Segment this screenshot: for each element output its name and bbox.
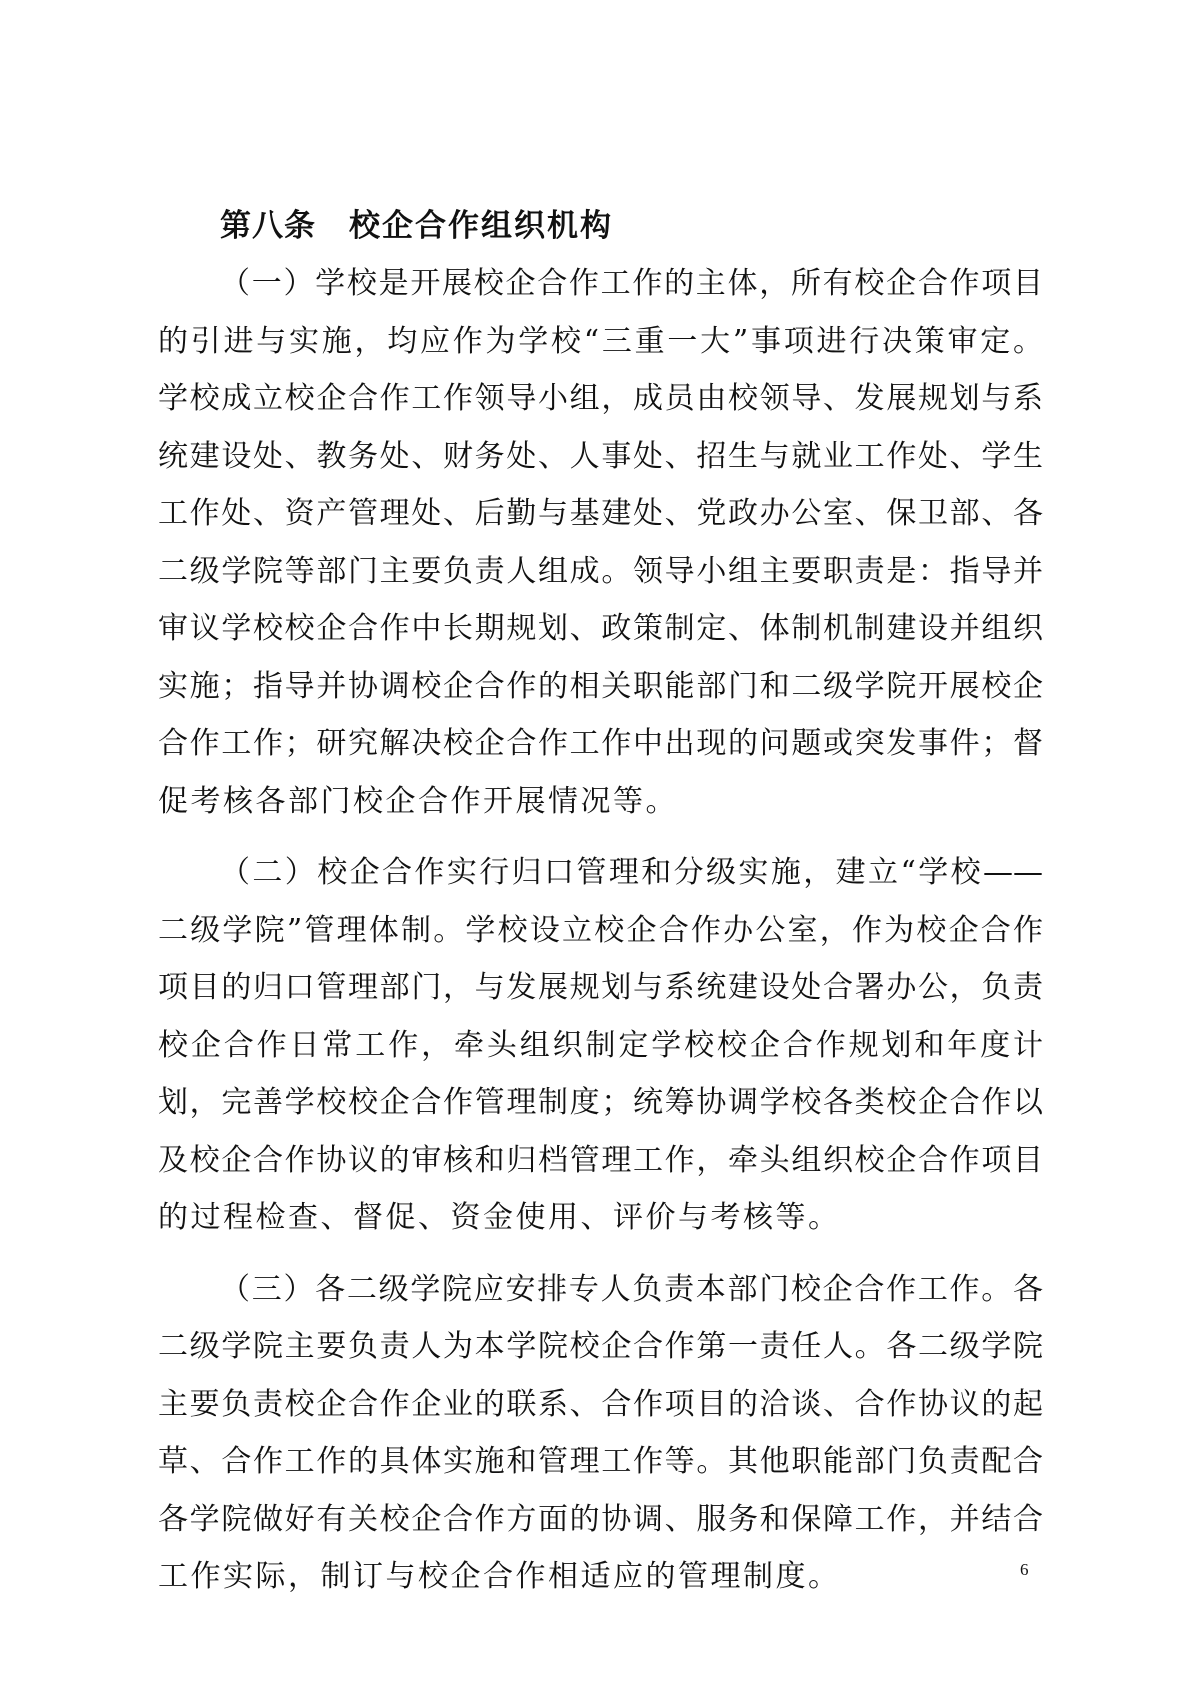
document-body [158, 198, 1043, 1620]
text-line: 二级学院主要负责人为本学院校企合作第一责任人。各二级学院 [158, 1329, 1043, 1364]
text-line: 主要负责校企合作企业的联系、合作项目的洽谈、合作协议的起 [158, 1386, 1043, 1422]
article-heading [158, 198, 1043, 255]
paragraph-list [158, 255, 1043, 1606]
text-line: （一）学校是开展校企合作工作的主体，所有校企合作项目 [220, 266, 1043, 301]
text-line: （二）校企合作实行归口管理和分级实施，建立“学校—— [220, 855, 1043, 890]
text-line: （三）各二级学院应安排专人负责本部门校企合作工作。各 [220, 1271, 1043, 1307]
paragraph [158, 1261, 1043, 1606]
page-number: 6 [1020, 1560, 1029, 1579]
text-line: 及校企合作协议的审核和归档管理工作，牵头组织校企合作项目 [158, 1142, 1043, 1178]
text-line: 项目的归口管理部门，与发展规划与系统建设处合署办公，负责 [158, 970, 1043, 1005]
paragraph [158, 844, 1043, 1247]
text-line: 统建设处、教务处、财务处、人事处、招生与就业工作处、学生 [158, 438, 1043, 474]
text-line: 工作实际，制订与校企合作相适应的管理制度。 [158, 1559, 841, 1594]
text-line: 学校成立校企合作工作领导小组，成员由校领导、发展规划与系 [158, 381, 1043, 416]
text-line: 工作处、资产管理处、后勤与基建处、党政办公室、保卫部、各 [158, 496, 1043, 531]
text-line: 二级学院等部门主要负责人组成。领导小组主要职责是：指导并 [158, 553, 1043, 589]
text-line: 二级学院”管理体制。学校设立校企合作办公室，作为校企合作 [158, 912, 1043, 948]
paragraph [158, 255, 1043, 830]
text-line: 合作工作；研究解决校企合作工作中出现的问题或突发事件；督 [158, 726, 1043, 761]
text-line: 划，完善学校校企合作管理制度；统筹协调学校各类校企合作以 [158, 1085, 1043, 1120]
text-line: 的过程检查、督促、资金使用、评价与考核等。 [158, 1200, 841, 1235]
text-line: 促考核各部门校企合作开展情况等。 [158, 783, 678, 819]
text-line: 的引进与实施，均应作为学校“三重一大”事项进行决策审定。 [158, 323, 1043, 359]
article-title: 校企合作组织机构 [349, 208, 613, 244]
article-number: 第八条 [220, 208, 316, 244]
text-line: 实施；指导并协调校企合作的相关职能部门和二级学院开展校企 [158, 668, 1043, 704]
text-line: 各学院做好有关校企合作方面的协调、服务和保障工作，并结合 [158, 1501, 1043, 1537]
text-line: 草、合作工作的具体实施和管理工作等。其他职能部门负责配合 [158, 1444, 1043, 1479]
text-line: 校企合作日常工作，牵头组织制定学校校企合作规划和年度计 [158, 1027, 1043, 1063]
text-line: 审议学校校企合作中长期规划、政策制定、体制机制建设并组织 [158, 611, 1043, 646]
